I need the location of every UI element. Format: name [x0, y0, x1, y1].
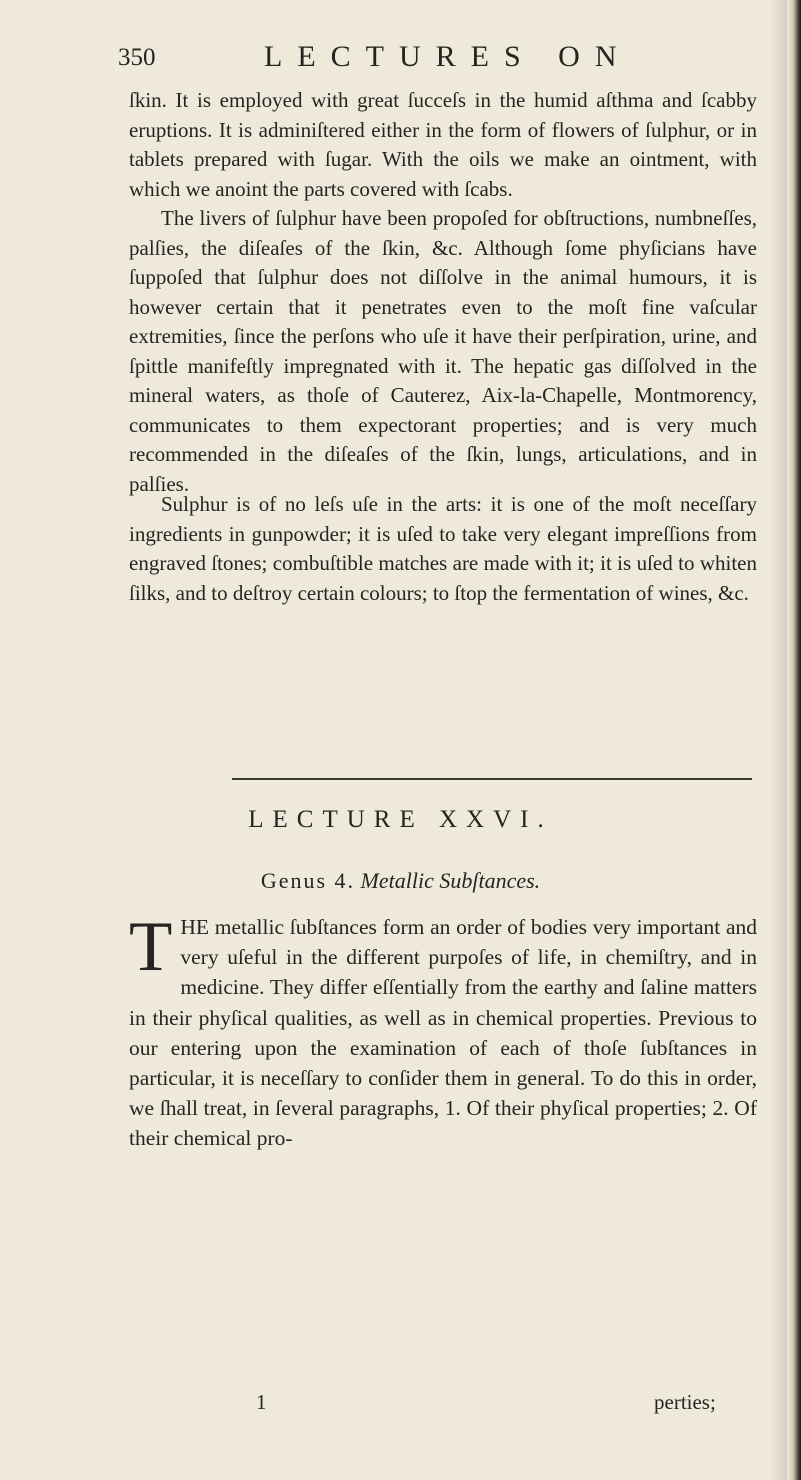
page-footer — [0, 1390, 801, 1420]
catchword: perties; — [654, 1390, 716, 1414]
continuation-text — [129, 86, 757, 499]
genus-name: Metallic Subſtances. — [360, 868, 541, 893]
running-head — [118, 40, 718, 80]
signature-mark: 1 — [256, 1390, 267, 1414]
page-edge-shadow — [787, 0, 801, 1480]
paragraph-metallic-text: HE metallic ſubſtances form an order of bodies very important and very uſeful in the different purpoſes of life, in chemiſtry, and in medicine. They differ eſſentially from the earthy and ſaline matters in their phyſical qualities, as well as in chemical properties. Previous to our entering upon the examination of each of thoſe ſubſtances in particular, it is neceſſary to conſider them in general. To do this in order, we ſhall treat, in ſeveral paragraphs, 1. Of their phyſical properties; 2. Of their chemical pro- — [129, 915, 757, 1151]
continuation-text-arts — [129, 490, 757, 608]
paragraph-metallic-substances — [129, 908, 757, 1154]
paragraph-sulphur-arts: Sulphur is of no leſs uſe in the arts: it is one of the moſt neceſſary ingredients in gunpowder; it is uſed to take very elegant impreſſions from engraved ſtones; combuſtible matches are made with it; it is uſed to whiten ſilks, and to deſtroy certain colours; to ſtop the fermentation of wines, &c. — [129, 492, 757, 605]
page-number: 350 — [118, 44, 156, 71]
genus-label: Genus 4. — [260, 868, 356, 893]
page-gutter-shadow — [771, 0, 787, 1480]
lecture-body — [129, 908, 757, 1154]
genus-heading — [0, 868, 801, 894]
lecture-heading: LECTURE XXVI. — [248, 806, 553, 833]
section-divider — [232, 778, 752, 780]
paragraph-sulphur-skin: ſkin. It is employed with great ſucceſs in the humid aſthma and ſcabby eruptions. It is adminiſtered either in the form of flowers of ſulphur, or in tablets prepared with ſugar. With the oils we make an ointment, with which we anoint the parts covered with ſcabs. — [129, 88, 757, 201]
paragraph-livers-of-sulphur: The livers of ſulphur have been propoſed for obſtructions, numbneſſes, palſies, the diſeaſes of the ſkin, &c. Although ſome phyſicians have ſuppoſed that ſulphur does not diſſolve in the animal humours, it is however certain that it penetrates even to the moſt fine vaſcular extremities, ſince the perſons who uſe it have their perſpiration, urine, and ſpittle manifeſtly impregnated with it. The hepatic gas diſſolved in the mineral waters, as thoſe of Cauterez, Aix-la-Chapelle, Montmorency, communicates to them expectorant properties; and is very much recommended in the diſeaſes of the ſkin, lungs, articulations, and in palſies. — [129, 206, 757, 496]
drop-cap: T — [129, 908, 173, 986]
running-title: LECTURES ON — [264, 40, 632, 73]
